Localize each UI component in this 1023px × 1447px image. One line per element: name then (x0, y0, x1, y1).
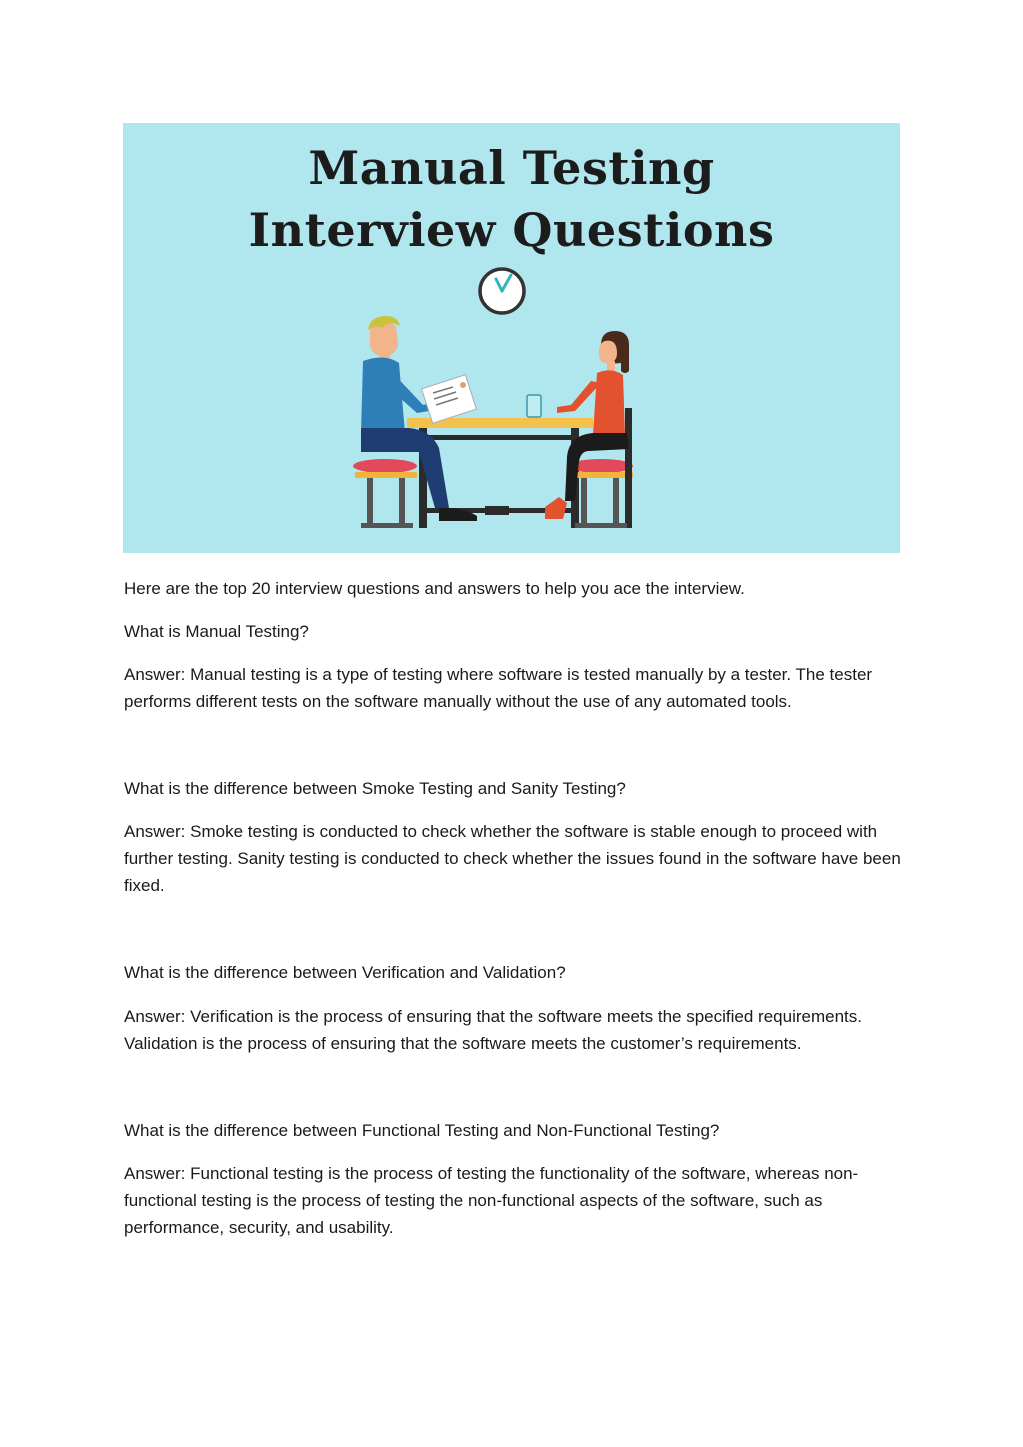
banner-title-line-1: Manual Testing (308, 141, 715, 195)
clock-icon (480, 269, 524, 313)
banner-title-line-2: Interview Questions (248, 203, 775, 257)
answer-1: Answer: Manual testing is a type of testing where software is tested manually by a tester. The tester performs different tests on the software manually without the use of any automated tools. (124, 665, 873, 711)
interview-illustration (123, 123, 900, 553)
cup-icon (527, 395, 541, 417)
answer-3: Answer: Verification is the process of ensuring that the software meets the specified requirements. Validation is the process of ensuring that the software meets the customer’s requirements. (124, 1007, 862, 1053)
intro-paragraph: Here are the top 20 interview questions and answers to help you ace the interview. (124, 579, 745, 598)
question-1: What is Manual Testing? (124, 622, 309, 641)
question-4: What is the difference between Functional Testing and Non-Functional Testing? (124, 1121, 720, 1140)
question-3: What is the difference between Verification and Validation? (124, 963, 566, 982)
answer-4: Answer: Functional testing is the process of testing the functionality of the software, whereas non-functional testing is the process of testing the non-functional aspects of the software, such as performance, security, and usability. (124, 1164, 859, 1237)
resume-paper-icon (422, 375, 477, 423)
question-2: What is the difference between Smoke Testing and Sanity Testing? (124, 779, 626, 798)
banner-image (123, 123, 900, 553)
answer-2: Answer: Smoke testing is conducted to check whether the software is stable enough to proceed with further testing. Sanity testing is conducted to check whether the issues found in the software have been fixed. (124, 822, 901, 895)
chair-icon (353, 459, 417, 528)
